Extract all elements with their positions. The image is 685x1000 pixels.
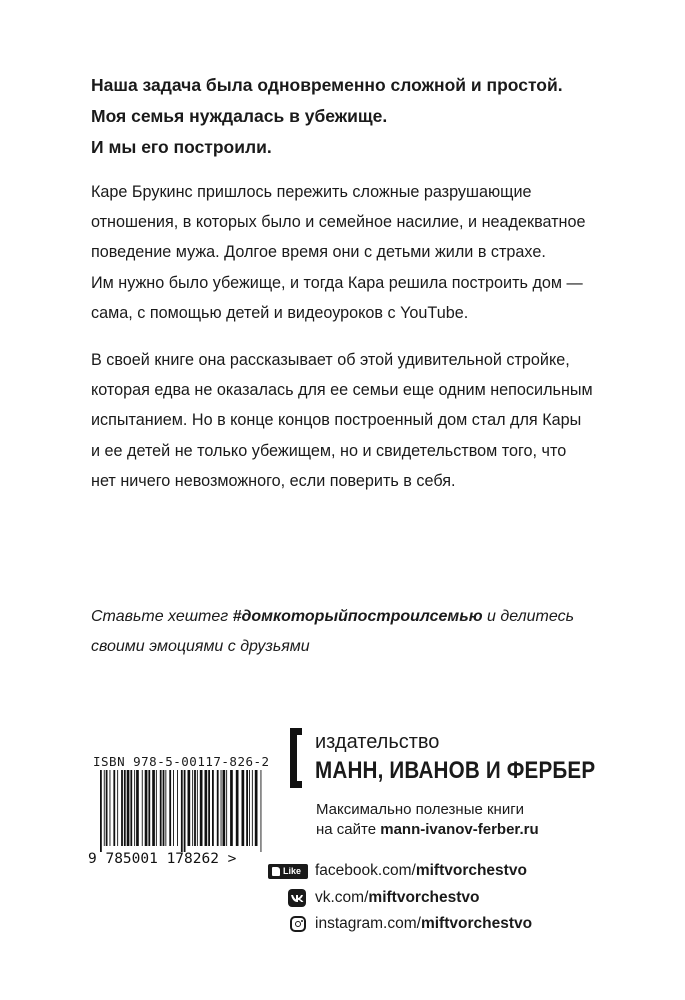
barcode-bar xyxy=(104,770,105,846)
barcode-bar xyxy=(136,770,139,846)
barcode-bar xyxy=(200,770,203,846)
paragraph-line: испытанием. Но в конце концов построенный дом стал для Кары xyxy=(91,411,582,430)
paragraph-line: Каре Брукинс пришлось пережить сложные разрушающие xyxy=(91,183,532,201)
barcode-bar xyxy=(134,770,135,846)
lead-text xyxy=(91,70,611,163)
hashtag-callout xyxy=(91,602,611,662)
barcode-bar xyxy=(242,770,245,846)
barcode-bar xyxy=(205,770,208,846)
hashtag-line-1 xyxy=(91,602,611,632)
barcode-bar xyxy=(208,770,210,846)
publisher-desc-line-2 xyxy=(316,820,539,840)
publisher-name: МАНН, ИВАНОВ И ФЕРБЕР xyxy=(315,757,596,784)
lead-line: Моя семья нуждалась в убежище. xyxy=(91,106,388,126)
paragraph-line: В своей книге она рассказывает об этой удивительной стройке, xyxy=(91,351,570,369)
barcode-bar xyxy=(252,770,253,846)
barcode-bar xyxy=(100,770,102,852)
barcode-bar xyxy=(194,770,196,846)
barcode-bar xyxy=(110,770,111,846)
hashtag-suffix: и делитесь xyxy=(482,608,574,625)
barcode-bar xyxy=(156,770,157,846)
barcode-bar xyxy=(160,770,162,846)
social-vk[interactable] xyxy=(268,887,480,909)
barcode-bar xyxy=(192,770,193,846)
publisher-desc-prefix: на сайте xyxy=(316,821,381,838)
description-paragraph-2 xyxy=(91,345,611,496)
barcode-bar xyxy=(212,770,214,846)
barcode-bar xyxy=(221,770,222,846)
hashtag-prefix: Ставьте хештег xyxy=(91,608,233,625)
social-instagram[interactable] xyxy=(268,913,532,935)
paragraph-line: и ее детей не только убежищем, но и свидетельством того, что xyxy=(91,441,567,460)
instagram-handle: miftvorchestvo xyxy=(420,915,533,932)
paragraph-line: Им нужно было убежище, и тогда Кара решила построить дом — xyxy=(91,273,583,292)
barcode-bar xyxy=(197,770,198,846)
barcode-bar xyxy=(184,770,186,852)
barcode-bar xyxy=(117,770,118,846)
thumbs-up-icon xyxy=(272,867,280,876)
hashtag-line-2: своими эмоциями с друзьями xyxy=(91,638,310,655)
barcode-bar xyxy=(261,770,262,852)
publisher-label: издательство xyxy=(315,731,440,753)
hashtag-tag: #домкоторыйпостроилсемью xyxy=(232,608,483,625)
barcode-bar xyxy=(181,770,183,852)
instagram-logo xyxy=(290,916,306,932)
barcode-bar xyxy=(230,770,233,846)
paragraph-line: сама, с помощью детей и видеоуроков с YouTube. xyxy=(91,303,469,322)
barcode-bar xyxy=(173,770,174,846)
lead-line: Наша задача была одновременно сложной и простой. xyxy=(91,75,563,95)
vk-handle: miftvorchestvo xyxy=(368,889,480,906)
lead-line: И мы его построили. xyxy=(91,137,272,157)
barcode-bar xyxy=(223,770,226,846)
vk-prefix: vk.com/ xyxy=(315,889,369,906)
barcode-bar xyxy=(255,770,258,846)
barcode-bar xyxy=(249,770,250,846)
barcode-bar xyxy=(152,770,155,846)
publisher-site-link[interactable]: mann-ivanov-ferber.ru xyxy=(380,821,539,838)
barcode-bar xyxy=(163,770,165,846)
barcode-bar xyxy=(106,770,108,846)
barcode-bar xyxy=(236,770,239,846)
barcode-graphic xyxy=(86,770,276,865)
facebook-like-icon xyxy=(268,862,308,880)
vk-logo xyxy=(288,889,306,907)
isbn-label: ISBN 978-5-00117-826-2 xyxy=(93,754,270,769)
publisher-desc-line-1: Максимально полезные книги xyxy=(316,801,525,818)
barcode-bar xyxy=(121,770,123,846)
isbn-barcode xyxy=(86,770,276,865)
instagram-icon xyxy=(268,915,308,933)
barcode-bar xyxy=(145,770,148,846)
barcode-bar xyxy=(113,770,115,846)
barcode-bar xyxy=(188,770,191,846)
barcode-bar xyxy=(127,770,130,846)
barcode-bar xyxy=(130,770,132,846)
barcode-bar xyxy=(124,770,126,846)
barcode-bar xyxy=(226,770,227,846)
barcode-bar xyxy=(177,770,178,846)
barcode-digits: 9 785001 178262 > xyxy=(88,851,237,865)
paragraph-line: нет ничего невозможного, если поверить в себя. xyxy=(91,471,456,490)
paragraph-line: поведение мужа. Долгое время они с детьми жили в страхе. xyxy=(91,243,546,262)
vk-icon xyxy=(268,889,308,907)
publisher-description xyxy=(316,800,539,840)
instagram-prefix: instagram.com/ xyxy=(315,915,421,932)
facebook-like-badge xyxy=(268,864,308,879)
barcode-bar xyxy=(165,770,166,846)
facebook-handle: miftvorchestvo xyxy=(415,862,527,879)
barcode-bar xyxy=(217,770,219,846)
social-facebook[interactable] xyxy=(268,860,527,882)
paragraph-line: отношения, в которых было и семейное насилие, и неадекватное xyxy=(91,213,586,232)
barcode-bar xyxy=(148,770,150,846)
paragraph-line: которая едва не оказалась для ее семьи еще одним непосильным xyxy=(91,381,593,400)
barcode-bar xyxy=(142,770,143,846)
description-paragraph-1 xyxy=(91,177,611,328)
facebook-like-text: Like xyxy=(283,866,302,876)
barcode-bar xyxy=(169,770,171,846)
facebook-prefix: facebook.com/ xyxy=(315,862,416,879)
barcode-bar xyxy=(246,770,248,846)
publisher-bracket xyxy=(290,728,302,788)
